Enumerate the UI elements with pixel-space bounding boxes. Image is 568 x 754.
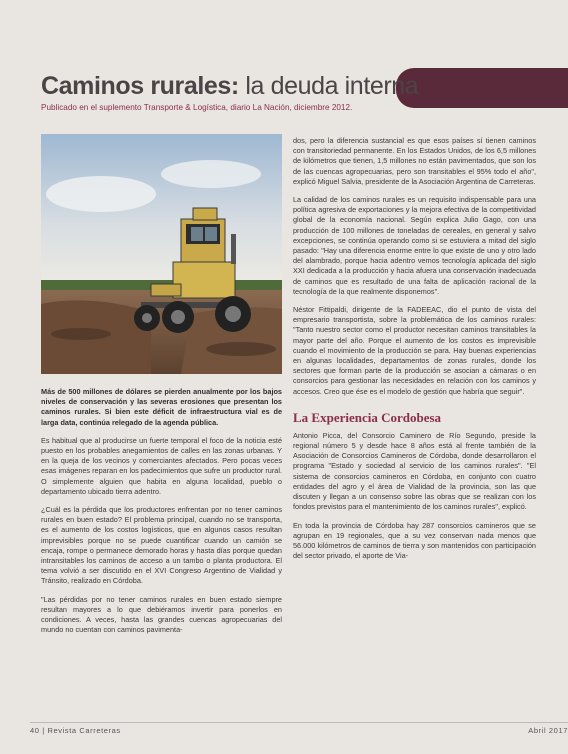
article-title-bold: Caminos rurales: bbox=[41, 72, 239, 100]
body-paragraph: "Las pérdidas por no tener caminos rurales en buen estado siempre resultan mayores a lo que debiéramos invertir para ponerlos en condiciones. A veces, hasta las grandes cuencas agropecuarias del mundo no cuentan con caminos pavimenta- bbox=[41, 594, 282, 635]
footer-issue-date: Abril 2017 bbox=[528, 726, 568, 735]
article-title bbox=[41, 72, 418, 101]
left-column bbox=[41, 387, 282, 643]
body-paragraph: ¿Cuál es la pérdida que los productores enfrentan por no tener caminos rurales en buen estado? El problema principal, cuando no se transporta, es el aumento de los costos logísticos, que en algunos casos resultan imprevisibles porque no se puede cuantificar cuando un camión se encaja, rompe o permanece demorado horas y hasta días porque quedan intransitables los caminos de acceso a un tambo o planta productora. El tema volvió a ser discutido en el XVI Congreso Argentino de Vialidad y Tránsito, realizado en Córdoba. bbox=[41, 505, 282, 586]
body-paragraph: dos, pero la diferencia sustancial es que esos países sí tienen caminos con transitoriedad permanente. En los Estados Unidos, de los 6,5 millones de kilómetros que tienen, 1,5 millones no están pavimentados, que son los de las cuencas agropecuarias, pero son transitables el 95% todo el año", explicó Miguel Salvia, presidente de la Asociación Argentina de Carreteras. bbox=[293, 136, 536, 186]
body-paragraph: La calidad de los caminos rurales es un requisito indispensable para una política agresiva de exportaciones y la mejora efectiva de la competitividad global de la economía nacional. Según explica Julio Gago, con una producción de 100 millones de toneladas de cereales, en general y salvo excepciones, se continúa operando como si se estuviera a mitad del siglo pasado: "Hay una diferencia enorme entre lo que existe de uno y otro lado del alambrado, porque hacia adentro vemos tecnología aplicada del siglo XXI dedicada a la producción y hacia afuera una conservación inadecuada de caminos que es resultado de una falta de aplicación racional de la tecnología de la que realmente disponemos". bbox=[293, 195, 536, 296]
page-footer bbox=[30, 726, 568, 735]
body-paragraph: Es habitual que al producirse un fuerte temporal el foco de la noticia esté puesto en los probables anegamientos de calles en las zonas urbanas. Y en la queja de los vecinos y comerciantes afectados. Pero pocas veces esas imágenes reparan en los padecimientos que sufre un productor rural. O simplemente alguien que habita en alguna localidad, pueblo o departamento ubicado tierra adentro. bbox=[41, 435, 282, 496]
section-heading: La Experiencia Cordobesa bbox=[293, 409, 442, 425]
title-accent-bar bbox=[396, 68, 568, 108]
right-column bbox=[293, 136, 536, 569]
body-paragraph: Antonio Picca, del Consorcio Caminero de Río Segundo, preside la regional número 5 y desde hace 8 años está al frente también de la Asociación de Consorcios Camineros de Córdoba, donde desarrollaron el programa "Estado y sociedad al servicio de los caminos rurales". "El sistema de consorcios camineros en Córdoba, en conjunto con cuatro entidades del agro y el área de Vialidad de la provincia, son las que discuten y llegan a un consenso sobre las obras que se realizan con los fondos previstos para el mantenimiento de los caminos rurales", explicó. bbox=[293, 430, 536, 512]
article-source: Publicado en el suplemento Transporte & Logística, diario La Nación, diciembre 2012. bbox=[41, 103, 353, 112]
article-title-light: la deuda interna bbox=[238, 72, 419, 100]
body-paragraph: En toda la provincia de Córdoba hay 287 consorcios camineros que se agrupan en 19 regionales, que a su vez conservan nada menos que 56.000 kilómetros de caminos de tierra y son mantenidos con participación del sector privado, el aporte de Via- bbox=[293, 520, 536, 561]
footer-page-label: 40 | Revista Carreteras bbox=[30, 726, 121, 735]
road-grader-photo bbox=[41, 134, 282, 374]
body-paragraph: Néstor Fittipaldi, dirigente de la FADEEAC, dio el punto de vista del empresario transportista, sobre la problemática de los caminos rurales: "Tanto nuestro sector como el productor necesitan caminos transitables la mayor parte del año. Porque el aumento de los costos es imprevisible cuando el movimiento de la producción se para. Hay buenas experiencias en algunas localidades, departamentos de zonas rurales, donde los sectores que forman parte de la producción se asocian a cámaras o en consorcios para gestionar las necesidades en relación con los caminos y accesos. Creo que ése es el modelo de gestión que habría que seguir". bbox=[293, 305, 536, 396]
article-lead: Más de 500 millones de dólares se pierden anualmente por los bajos niveles de conservación y las severas erosiones que presentan los caminos rurales. Si bien este déficit de infraestructura vial es de larga data, continúa relegado de la agenda pública. bbox=[41, 387, 282, 427]
road-grader-illustration bbox=[41, 134, 282, 374]
footer-divider bbox=[30, 722, 568, 723]
